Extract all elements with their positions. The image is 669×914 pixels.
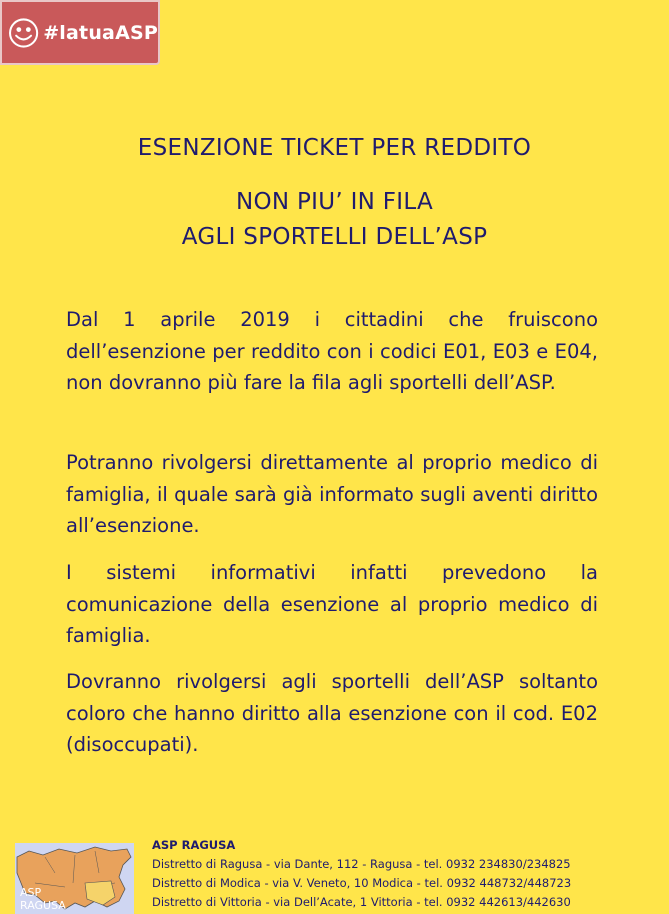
district-modica: Distretto di Modica - via V. Veneto, 10 Modica - tel. 0932 448732/448723 bbox=[152, 876, 572, 890]
map-label-line1: ASP bbox=[20, 886, 42, 899]
district-ragusa: Distretto di Ragusa - via Dante, 112 - Ragusa - tel. 0932 234830/234825 bbox=[152, 857, 571, 871]
paragraph-2: Potranno rivolgersi direttamente al proprio medico di famiglia, il quale sarà già informato sugli aventi diritto all’esenzione. bbox=[66, 451, 598, 537]
hashtag-text: #latuaASP bbox=[43, 21, 158, 44]
smiley-icon bbox=[8, 10, 39, 56]
paragraph-3: I sistemi informativi infatti prevedono la comunicazione della esenzione al proprio medico di famiglia. bbox=[66, 561, 598, 647]
map-label-line2: RAGUSA bbox=[20, 899, 66, 912]
footer-contacts bbox=[152, 836, 662, 912]
title-line-3: AGLI SPORTELLI DELL’ASP bbox=[181, 224, 488, 250]
title-line-2: NON PIU’ IN FILA bbox=[235, 189, 434, 215]
organization-name: ASP RAGUSA bbox=[152, 838, 236, 852]
hashtag-badge bbox=[0, 0, 160, 65]
sicily-map-logo bbox=[15, 843, 134, 914]
paragraph-1: Dal 1 aprile 2019 i cittadini che fruiscono dell’esenzione per reddito con i codici E01, E03 e E04, non dovranno più fare la fila agli sportelli dell’ASP. bbox=[66, 308, 598, 394]
district-vittoria: Distretto di Vittoria - via Dell’Acate, 1 Vittoria - tel. 0932 442613/442630 bbox=[152, 895, 571, 909]
title-line-1: ESENZIONE TICKET PER REDDITO bbox=[137, 135, 532, 161]
paragraph-4: Dovranno rivolgersi agli sportelli dell’ASP soltanto coloro che hanno diritto alla esenzione con il cod. E02 (disoccupati). bbox=[66, 670, 598, 756]
